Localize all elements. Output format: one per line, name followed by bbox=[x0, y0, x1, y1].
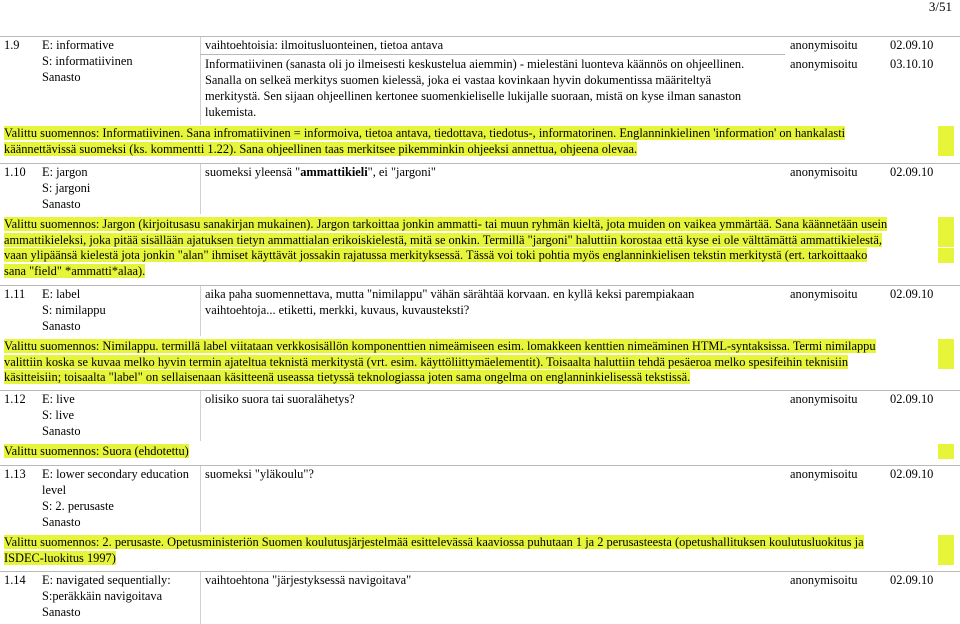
highlight-bar bbox=[938, 248, 954, 263]
verdict-block bbox=[4, 217, 954, 279]
english-term: E: live bbox=[42, 392, 75, 406]
verdict-block bbox=[4, 535, 954, 566]
verdict-block bbox=[4, 339, 954, 386]
source-label: Sanasto bbox=[42, 424, 81, 438]
comment-text-line: Sanalla on selkeä merkitys suomen kielessä, joka ei vastaa kovinkaan hyvin dokumentissa määriteltyä bbox=[205, 73, 712, 87]
highlight-bar bbox=[938, 339, 954, 354]
verdict-block bbox=[4, 444, 954, 460]
comment-author: anonymisoitu bbox=[790, 57, 858, 71]
english-term: E: jargon bbox=[42, 165, 88, 179]
highlight-bar bbox=[938, 232, 954, 247]
finnish-term: S: nimilappu bbox=[42, 303, 106, 317]
comment-text: vaihtoehtoisia: ilmoitusluonteinen, tietoa antava bbox=[205, 38, 444, 52]
comment-author: anonymisoitu bbox=[790, 392, 858, 406]
column-divider bbox=[200, 391, 201, 441]
verdict-line: valittiin koska se kuvaa melko hyvin termin ajateltua teknistä merkitystä (vrt. esim. käyttöliittymäelementit). Toisaalta haluttiin tehdä pesäeroa melko spesifeihin teknisiin bbox=[4, 354, 849, 369]
source-label: Sanasto bbox=[42, 70, 81, 84]
comment-author: anonymisoitu bbox=[790, 165, 858, 179]
finnish-term: S: 2. perusaste bbox=[42, 499, 114, 513]
verdict-line: ISDEC-luokitus 1997) bbox=[4, 550, 116, 565]
source-label: Sanasto bbox=[42, 197, 81, 211]
comment-text-line: merkitystä. Sen sijaan ohjeellinen kertonee suomenkieliselle lukijalle suoraan, mistä on kyse ilman sanaston bbox=[205, 89, 742, 103]
verdict-line: ammattikieleksi, joka pitää sisällään ajatuksen tietyn ammattialan erikoiskielestä, mitä se onkin. Termillä "jargoni" haluttiin korostaa että kyse ei ole välttämättä ammattikielestä, bbox=[4, 232, 882, 247]
english-term: E: lower secondary education bbox=[42, 467, 189, 481]
column-divider bbox=[200, 37, 201, 125]
entry-number: 1.14 bbox=[4, 573, 26, 587]
comment-date: 02.09.10 bbox=[890, 392, 934, 406]
finnish-term: S: live bbox=[42, 408, 75, 422]
english-term-continued: level bbox=[42, 483, 67, 497]
verdict-line: käsitteisiin; toisaalta "label" on sellaisenaan käsitteenä useassa tietyssä teknologiassa joten sama ongelma on englanninkielisessä tekstissä. bbox=[4, 370, 691, 384]
column-divider bbox=[200, 286, 201, 336]
source-label: Sanasto bbox=[42, 319, 81, 333]
verdict-line: sana "field" *ammatti*alaa). bbox=[4, 263, 146, 278]
entry-number: 1.11 bbox=[4, 287, 26, 301]
entry-number: 1.9 bbox=[4, 38, 20, 52]
comment-text: vaihtoehtona "järjestyksessä navigoitava" bbox=[205, 573, 412, 587]
highlight-bar bbox=[938, 354, 954, 369]
page-number: 3/51 bbox=[928, 0, 952, 14]
comment-text: olisiko suora tai suoralähetys? bbox=[205, 392, 355, 406]
highlight-bar bbox=[938, 141, 954, 156]
finnish-term: S: informatiivinen bbox=[42, 54, 133, 68]
source-label: Sanasto bbox=[42, 515, 81, 529]
comment-date: 02.09.10 bbox=[890, 573, 934, 587]
comment-text-line: aika paha suomennettava, mutta "nimilappu" vähän särähtää korvaan. en kyllä keksi parempiakaan bbox=[205, 287, 695, 301]
verdict-line: Valittu suomennos: Jargon (kirjoitusasu sanakirjan mukainen). Jargon tarkoittaa jonkin ammatti- tai muun ryhmän kieltä, jota muiden on vaikea ymmärtää. Sana käännetään usein bbox=[4, 217, 888, 231]
verdict-line: käännettävissä suomeksi (ks. kommentti 1.22). Sana ohjeellinen taas merkitsee pikemminkin ohjeeksi annettua, ohjeena olevaa. bbox=[4, 141, 638, 156]
highlight-bar bbox=[938, 126, 954, 141]
english-term: E: label bbox=[42, 287, 81, 301]
entry-number: 1.13 bbox=[4, 467, 26, 481]
comment-date: 02.09.10 bbox=[890, 38, 934, 52]
column-divider bbox=[200, 164, 201, 214]
comment-date: 02.09.10 bbox=[890, 467, 934, 481]
entry-number: 1.10 bbox=[4, 165, 26, 179]
comment-author: anonymisoitu bbox=[790, 38, 858, 52]
source-label: Sanasto bbox=[42, 605, 81, 619]
comment-divider bbox=[200, 54, 785, 55]
highlight-bar bbox=[938, 444, 954, 459]
comment-text: suomeksi yleensä "ammattikieli", ei "jargoni" bbox=[205, 165, 436, 179]
comment-text: suomeksi "yläkoulu"? bbox=[205, 467, 314, 481]
comment-author: anonymisoitu bbox=[790, 467, 858, 481]
column-divider bbox=[200, 572, 201, 624]
verdict-line: Valittu suomennos: 2. perusaste. Opetusministeriön Suomen koulutusjärjestelmää esittelevässä kaaviossa puhutaan 1 ja 2 perusasteesta (opetushallituksen koulutusluokitus ja bbox=[4, 535, 864, 549]
entry-number: 1.12 bbox=[4, 392, 26, 406]
english-term: E: navigated sequentially: bbox=[42, 573, 171, 587]
english-term: E: informative bbox=[42, 38, 114, 52]
finnish-term: S:peräkkäin navigoitava bbox=[42, 589, 163, 603]
verdict-line: Valittu suomennos: Suora (ehdotettu) bbox=[4, 444, 189, 458]
verdict-block bbox=[4, 126, 954, 157]
comment-text-line: Informatiivinen (sanasta oli jo ilmeisesti keskustelua aiemmin) - mielestäni luonteva käännös on ohjeellinen. bbox=[205, 57, 745, 71]
verdict-line: vaan ylipäänsä kielestä jota jonkin "alan" ihmiset käyttävät jossakin rajatussa merkityksessä. Tässä voi toki pohtia myös englanninkielisen tekstin merkitystä (ert. tarkoittaako bbox=[4, 248, 868, 262]
comment-date: 02.09.10 bbox=[890, 287, 934, 301]
column-divider bbox=[200, 466, 201, 532]
verdict-line: Valittu suomennos: Informatiivinen. Sana infromatiivinen = informoiva, tietoa antava, tiedottava, tiedotus-, informatorinen. Englanninkielinen 'information' on hankalasti bbox=[4, 126, 846, 140]
comment-author: anonymisoitu bbox=[790, 287, 858, 301]
highlight-bar bbox=[938, 535, 954, 550]
comment-text-line: vaihtoehtoja... etiketti, merkki, kuvaus, kuvausteksti? bbox=[205, 303, 470, 317]
verdict-line: Valittu suomennos: Nimilappu. termillä label viitataan verkkosisällön komponenttien nimeämiseen esim. lomakkeen kenttien nimeäminen HTML-syntaksissa. Termi nimilappu bbox=[4, 339, 876, 353]
highlight-bar bbox=[938, 550, 954, 565]
comment-date: 02.09.10 bbox=[890, 165, 934, 179]
comment-text-line: lukemista. bbox=[205, 105, 257, 119]
comment-author: anonymisoitu bbox=[790, 573, 858, 587]
highlight-bar bbox=[938, 217, 954, 232]
comment-date: 03.10.10 bbox=[890, 57, 934, 71]
finnish-term: S: jargoni bbox=[42, 181, 91, 195]
